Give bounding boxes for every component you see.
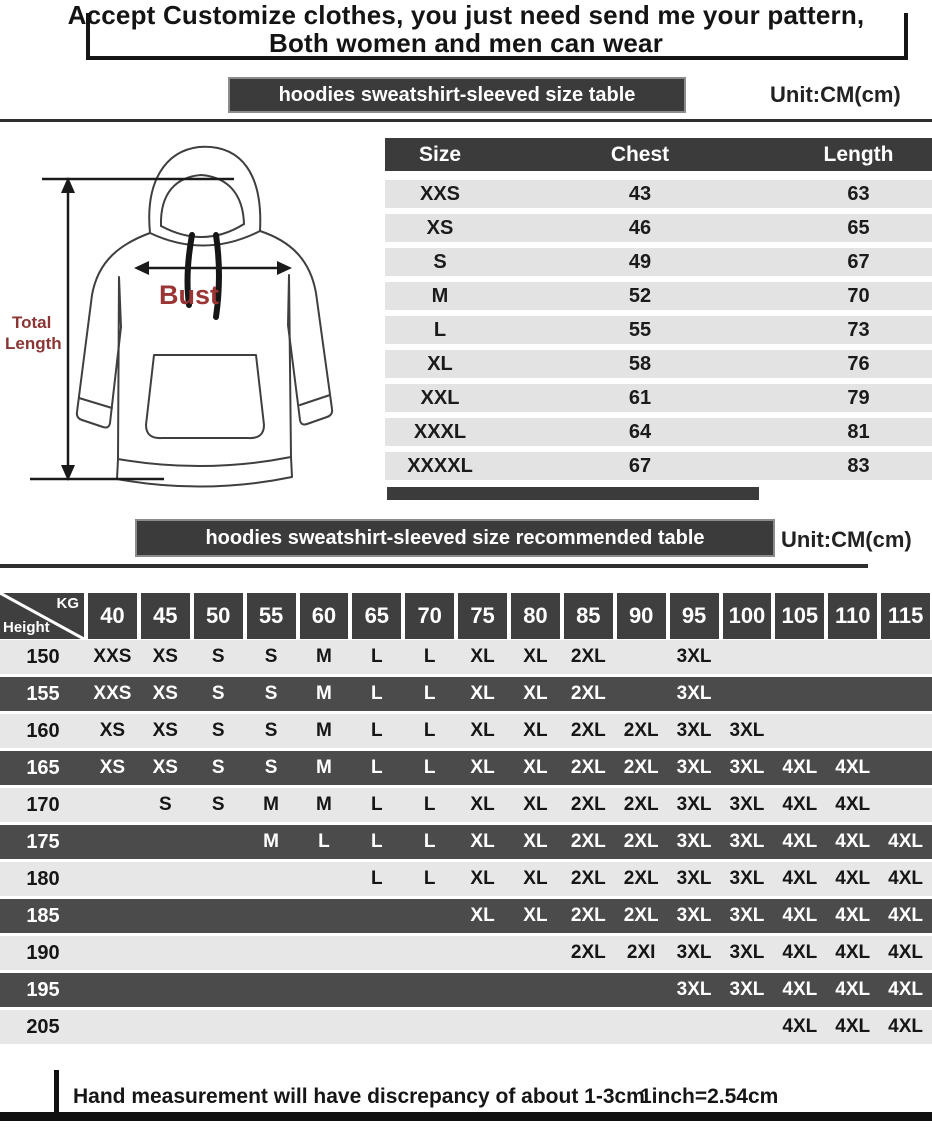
matrix-size-cell [826, 677, 879, 711]
matrix-size-cell [350, 1010, 403, 1044]
matrix-size-cell [139, 1010, 192, 1044]
size-table-cell: XXXXL [407, 454, 473, 477]
size-table-cell: 73 [847, 318, 870, 341]
matrix-size-cell: M [316, 720, 332, 741]
matrix-size-cell [879, 714, 932, 748]
matrix-size-cell: L [371, 646, 383, 667]
top-note [0, 0, 932, 62]
size-table-cell: 61 [628, 386, 652, 409]
matrix-size-cell: 2XL [570, 794, 606, 815]
matrix-size-cell: L [371, 794, 383, 815]
matrix-height-cell: 160 [26, 719, 60, 742]
size-table-end-bar [387, 487, 759, 500]
size-table-cell: 65 [847, 216, 870, 239]
matrix-size-cell [456, 973, 509, 1007]
matrix-size-cell [879, 640, 932, 674]
matrix-size-cell [139, 899, 192, 933]
matrix-size-cell [826, 714, 879, 748]
size-table-row [385, 316, 932, 344]
matrix-height-cell: 155 [26, 682, 60, 705]
footer-bottom-bar [0, 1112, 932, 1121]
matrix-size-cell: 4XL [835, 1016, 871, 1037]
matrix-size-cell [403, 936, 456, 970]
matrix-size-cell: 2XL [570, 757, 606, 778]
matrix-height-cell: 175 [26, 830, 60, 853]
matrix-size-cell [245, 862, 298, 896]
divider-middle [0, 564, 868, 568]
matrix-size-cell: 4XL [782, 905, 818, 926]
matrix-kg-header-cell: 100 [723, 593, 772, 639]
footer-note: Hand measurement will have discrepancy of about 1-3cm [73, 1085, 645, 1108]
matrix-size-cell: 3XL [676, 831, 712, 852]
matrix-kg-header-cell: 75 [458, 593, 507, 639]
matrix-size-cell [721, 677, 774, 711]
size-table-unit: Unit:CM(cm) [770, 82, 901, 107]
matrix-size-cell: XL [523, 757, 548, 778]
matrix-size-cell: 2XL [570, 646, 606, 667]
matrix-size-cell: XS [152, 646, 178, 667]
size-table-cell: XL [427, 352, 453, 375]
matrix-size-cell: M [263, 831, 279, 852]
matrix-size-cell: 3XL [729, 942, 765, 963]
matrix-size-cell: 3XL [676, 942, 712, 963]
matrix-size-cell [615, 1010, 668, 1044]
matrix-height-cell: 150 [26, 645, 60, 668]
matrix-size-cell: XS [152, 683, 178, 704]
matrix-size-cell: L [423, 831, 436, 852]
matrix-size-cell [245, 1010, 298, 1044]
matrix-size-cell [86, 936, 139, 970]
footer-conversion: 1inch=2.54cm [640, 1085, 779, 1108]
matrix-size-cell [879, 677, 932, 711]
matrix-size-cell: L [371, 831, 383, 852]
matrix-size-cell [879, 788, 932, 822]
matrix-size-cell [773, 714, 826, 748]
matrix-size-cell [86, 862, 139, 896]
size-table-cell: 46 [628, 216, 652, 239]
matrix-size-cell: 3XL [729, 794, 765, 815]
size-table-cell: 67 [628, 454, 652, 477]
matrix-size-cell: 4XL [835, 979, 871, 1000]
matrix-size-cell: 2XL [623, 757, 659, 778]
matrix-size-cell: S [211, 720, 225, 741]
matrix-size-cell: S [264, 646, 278, 667]
matrix-kg-header-cell: 110 [828, 593, 877, 639]
matrix-size-cell: 2XL [570, 942, 606, 963]
size-table-col-chest: Chest [610, 142, 670, 166]
matrix-size-cell: 2XL [623, 794, 659, 815]
matrix-size-cell: L [423, 646, 436, 667]
matrix-size-cell: 3XL [729, 757, 765, 778]
matrix-size-cell [509, 973, 562, 1007]
matrix-row [0, 677, 932, 711]
matrix-size-cell: XL [470, 720, 495, 741]
matrix-size-cell: 3XL [729, 868, 765, 889]
matrix-row [0, 973, 932, 1007]
matrix-size-cell: M [316, 757, 332, 778]
matrix-size-cell [86, 973, 139, 1007]
matrix-row [0, 714, 932, 748]
matrix-corner-cell [0, 593, 84, 639]
matrix-size-cell: XS [152, 720, 178, 741]
matrix-size-cell: XXS [93, 683, 132, 704]
footer-left-bar [54, 1070, 59, 1116]
matrix-row [0, 751, 932, 785]
matrix-size-cell [350, 936, 403, 970]
size-table-row [385, 452, 932, 480]
matrix-size-cell: XS [152, 757, 178, 778]
size-table-cell: XXS [419, 182, 461, 205]
matrix-size-cell: XL [470, 905, 495, 926]
matrix-size-cell: 2XL [570, 720, 606, 741]
matrix-size-cell: S [211, 757, 225, 778]
size-table-cell: 64 [628, 420, 652, 443]
matrix-size-cell: M [316, 683, 332, 704]
matrix-size-cell [350, 899, 403, 933]
matrix-size-cell: 3XL [729, 905, 765, 926]
size-table-cell: 67 [847, 250, 870, 273]
matrix-size-cell: 3XL [676, 720, 712, 741]
size-table-row [385, 214, 932, 242]
matrix-size-cell: L [423, 794, 436, 815]
matrix-size-cell: 4XL [835, 868, 871, 889]
matrix-size-cell [879, 751, 932, 785]
size-table-cell: 81 [847, 420, 870, 443]
matrix-size-cell: 4XL [782, 942, 818, 963]
matrix-row [0, 825, 932, 859]
recommended-size-matrix [0, 592, 932, 1047]
divider-top [0, 119, 932, 122]
matrix-size-cell [721, 640, 774, 674]
matrix-size-cell [403, 899, 456, 933]
matrix-size-cell [298, 899, 351, 933]
matrix-header-row [0, 592, 932, 640]
matrix-size-cell: 3XL [676, 868, 712, 889]
matrix-size-cell: 4XL [782, 794, 818, 815]
matrix-size-cell: XL [523, 905, 548, 926]
matrix-size-cell [350, 973, 403, 1007]
top-note-line2: Both women and men can wear [268, 28, 664, 58]
matrix-size-cell: 3XL [676, 794, 712, 815]
matrix-size-cell: XL [470, 757, 495, 778]
matrix-size-cell [86, 899, 139, 933]
matrix-size-cell: 2XI [626, 942, 656, 963]
matrix-size-cell: M [263, 794, 279, 815]
matrix-size-cell: 3XL [729, 720, 765, 741]
matrix-size-cell: 3XL [676, 757, 712, 778]
matrix-size-cell: 2XL [570, 868, 606, 889]
matrix-size-cell [509, 1010, 562, 1044]
matrix-row [0, 640, 932, 674]
matrix-size-cell [615, 640, 668, 674]
matrix-size-cell [298, 973, 351, 1007]
matrix-corner-kg-label: KG [56, 595, 79, 612]
matrix-kg-header-cell: 45 [141, 593, 190, 639]
size-table-cell: M [431, 284, 449, 307]
matrix-size-cell [826, 640, 879, 674]
matrix-size-cell: 3XL [676, 683, 712, 704]
matrix-kg-header-cell: 40 [88, 593, 137, 639]
matrix-size-cell: 4XL [782, 979, 818, 1000]
matrix-kg-header-cell: 95 [670, 593, 719, 639]
matrix-size-cell [456, 1010, 509, 1044]
hoodie-diagram [2, 127, 387, 505]
matrix-size-cell [86, 1010, 139, 1044]
top-note-line1: Accept Customize clothes, you just need send me your pattern, [67, 0, 865, 30]
matrix-size-cell [298, 936, 351, 970]
size-table-row [385, 282, 932, 310]
matrix-size-cell: 4XL [835, 831, 871, 852]
matrix-size-cell [245, 973, 298, 1007]
matrix-size-cell: 4XL [782, 757, 818, 778]
matrix-size-cell [403, 1010, 456, 1044]
matrix-size-cell [668, 1010, 721, 1044]
matrix-size-cell: 4XL [835, 942, 871, 963]
matrix-size-cell: 2XL [570, 905, 606, 926]
matrix-size-cell [298, 1010, 351, 1044]
matrix-row [0, 862, 932, 896]
matrix-size-cell [86, 788, 139, 822]
matrix-size-cell [86, 825, 139, 859]
matrix-size-cell [773, 640, 826, 674]
matrix-size-cell [298, 862, 351, 896]
size-table [385, 138, 932, 500]
matrix-size-cell: XL [470, 646, 495, 667]
matrix-size-cell: 4XL [835, 905, 871, 926]
matrix-size-cell: 3XL [676, 646, 712, 667]
matrix-size-cell: 3XL [729, 831, 765, 852]
matrix-size-cell: 4XL [888, 942, 923, 963]
matrix-size-cell: 4XL [782, 1016, 818, 1037]
matrix-size-cell [456, 936, 509, 970]
size-table-cell: XXL [420, 386, 460, 409]
size-table-cell: 63 [847, 182, 870, 205]
matrix-size-cell [245, 899, 298, 933]
matrix-size-cell: L [423, 868, 436, 889]
total-length-label-line2: Length [5, 334, 62, 353]
matrix-size-cell: XL [523, 794, 548, 815]
matrix-size-cell: XL [523, 646, 548, 667]
matrix-size-cell [562, 1010, 615, 1044]
matrix-size-cell [139, 862, 192, 896]
matrix-height-cell: 180 [26, 867, 60, 890]
matrix-size-cell: L [371, 868, 383, 889]
recommended-table-unit: Unit:CM(cm) [781, 527, 912, 552]
matrix-height-cell: 165 [26, 756, 60, 779]
matrix-size-cell: XL [523, 683, 548, 704]
bust-arrow-icon [134, 261, 292, 275]
size-table-cell: XXXL [413, 420, 467, 443]
size-table-cell: 55 [628, 318, 652, 341]
matrix-size-cell: 4XL [835, 794, 871, 815]
size-table-cell: 52 [628, 284, 652, 307]
matrix-size-cell: 4XL [888, 868, 923, 889]
matrix-size-cell: 2XL [623, 905, 659, 926]
matrix-size-cell: L [423, 683, 436, 704]
size-table-row [385, 350, 932, 378]
matrix-size-cell: S [211, 683, 225, 704]
matrix-size-cell: S [211, 794, 225, 815]
matrix-size-cell [192, 936, 245, 970]
matrix-row [0, 1010, 932, 1044]
total-length-label-line1: Total [12, 313, 52, 332]
matrix-size-cell: 2XL [623, 868, 659, 889]
matrix-size-cell: 4XL [782, 868, 818, 889]
matrix-size-cell: 2XL [570, 683, 606, 704]
matrix-height-cell: 185 [26, 904, 60, 927]
matrix-size-cell: 4XL [888, 905, 923, 926]
size-table-row [385, 180, 932, 208]
matrix-size-cell: XL [470, 683, 495, 704]
matrix-kg-header-cell: 60 [300, 593, 349, 639]
size-table-col-size: Size [418, 142, 462, 166]
matrix-height-cell: 170 [26, 793, 60, 816]
matrix-size-cell: 4XL [888, 1016, 923, 1037]
matrix-size-cell [192, 973, 245, 1007]
matrix-size-cell: L [423, 720, 436, 741]
size-table-col-length: Length [823, 142, 894, 166]
matrix-size-cell [192, 899, 245, 933]
size-table-row [385, 248, 932, 276]
matrix-size-cell: 3XL [676, 905, 712, 926]
size-table-row [385, 418, 932, 446]
matrix-body [0, 640, 932, 1044]
size-table-cell: XS [426, 216, 454, 239]
matrix-kg-header-cell: 90 [617, 593, 666, 639]
matrix-size-cell [615, 973, 668, 1007]
matrix-size-cell: 2XL [623, 831, 659, 852]
matrix-size-cell [562, 973, 615, 1007]
matrix-size-cell: XS [99, 720, 126, 741]
matrix-height-cell: 190 [26, 941, 60, 964]
matrix-size-cell [721, 1010, 774, 1044]
matrix-size-cell [192, 1010, 245, 1044]
matrix-height-cell: 195 [26, 978, 60, 1001]
matrix-size-cell [192, 862, 245, 896]
matrix-size-cell: 2XL [623, 720, 659, 741]
matrix-size-cell: XL [523, 720, 548, 741]
size-table-header [385, 138, 932, 171]
size-table-cell: 70 [847, 284, 870, 307]
matrix-row [0, 899, 932, 933]
bust-label: Bust [159, 280, 219, 310]
matrix-size-cell: M [316, 646, 332, 667]
size-table-cell: 79 [847, 386, 870, 409]
matrix-size-cell: M [316, 794, 332, 815]
matrix-kg-header-cell: 65 [352, 593, 401, 639]
matrix-size-cell: L [371, 720, 383, 741]
matrix-size-cell: XL [523, 831, 548, 852]
size-table-cell: S [433, 250, 447, 273]
matrix-kg-header-cell: 55 [247, 593, 296, 639]
matrix-size-cell [615, 677, 668, 711]
matrix-size-cell: S [264, 757, 278, 778]
matrix-size-cell [139, 936, 192, 970]
matrix-corner-height-label: Height [3, 619, 50, 636]
matrix-kg-header-cell: 105 [775, 593, 824, 639]
matrix-size-cell [139, 973, 192, 1007]
matrix-size-cell: 4XL [888, 831, 923, 852]
matrix-size-cell: XL [470, 831, 495, 852]
matrix-size-cell: 4XL [782, 831, 818, 852]
matrix-size-cell [245, 936, 298, 970]
size-table-row [385, 384, 932, 412]
matrix-size-cell [509, 936, 562, 970]
matrix-kg-header-cell: 85 [564, 593, 613, 639]
matrix-size-cell: S [264, 683, 278, 704]
matrix-size-cell: 3XL [676, 979, 712, 1000]
matrix-height-cell: 205 [26, 1015, 60, 1038]
size-table-cell: 76 [847, 352, 870, 375]
size-table-cell: 43 [628, 182, 652, 205]
recommended-table-banner: hoodies sweatshirt-sleeved size recommended table [135, 519, 775, 557]
matrix-size-cell: S [264, 720, 278, 741]
hoodie-outline-icon [77, 147, 332, 487]
matrix-kg-header-cell: 80 [511, 593, 560, 639]
matrix-row [0, 936, 932, 970]
matrix-size-cell: 4XL [835, 757, 871, 778]
matrix-size-cell: L [371, 757, 383, 778]
matrix-size-cell: L [371, 683, 383, 704]
matrix-size-cell: S [211, 646, 225, 667]
total-length-arrow-icon [30, 177, 234, 481]
size-table-body [385, 180, 932, 480]
matrix-size-cell: 2XL [570, 831, 606, 852]
matrix-size-cell [773, 677, 826, 711]
size-table-cell: 58 [628, 352, 652, 375]
matrix-size-cell: L [318, 831, 330, 852]
matrix-size-cell: 3XL [729, 979, 765, 1000]
matrix-size-cell: XL [470, 794, 495, 815]
matrix-size-cell: XL [523, 868, 548, 889]
matrix-size-cell [139, 825, 192, 859]
matrix-size-cell: 4XL [888, 979, 923, 1000]
matrix-size-cell: XXS [93, 646, 132, 667]
size-table-cell: 83 [847, 454, 870, 477]
matrix-size-cell [192, 825, 245, 859]
matrix-kg-header-cell: 115 [881, 593, 930, 639]
size-table-cell: L [433, 318, 447, 341]
matrix-row [0, 788, 932, 822]
matrix-size-cell: L [423, 757, 436, 778]
matrix-size-cell: XS [99, 757, 126, 778]
size-table-banner: hoodies sweatshirt-sleeved size table [228, 77, 686, 113]
matrix-kg-header-cell: 70 [405, 593, 454, 639]
matrix-size-cell [403, 973, 456, 1007]
matrix-size-cell: S [158, 794, 172, 815]
matrix-size-cell: XL [470, 868, 495, 889]
matrix-kg-header-cell: 50 [194, 593, 243, 639]
size-table-cell: 49 [628, 250, 652, 273]
